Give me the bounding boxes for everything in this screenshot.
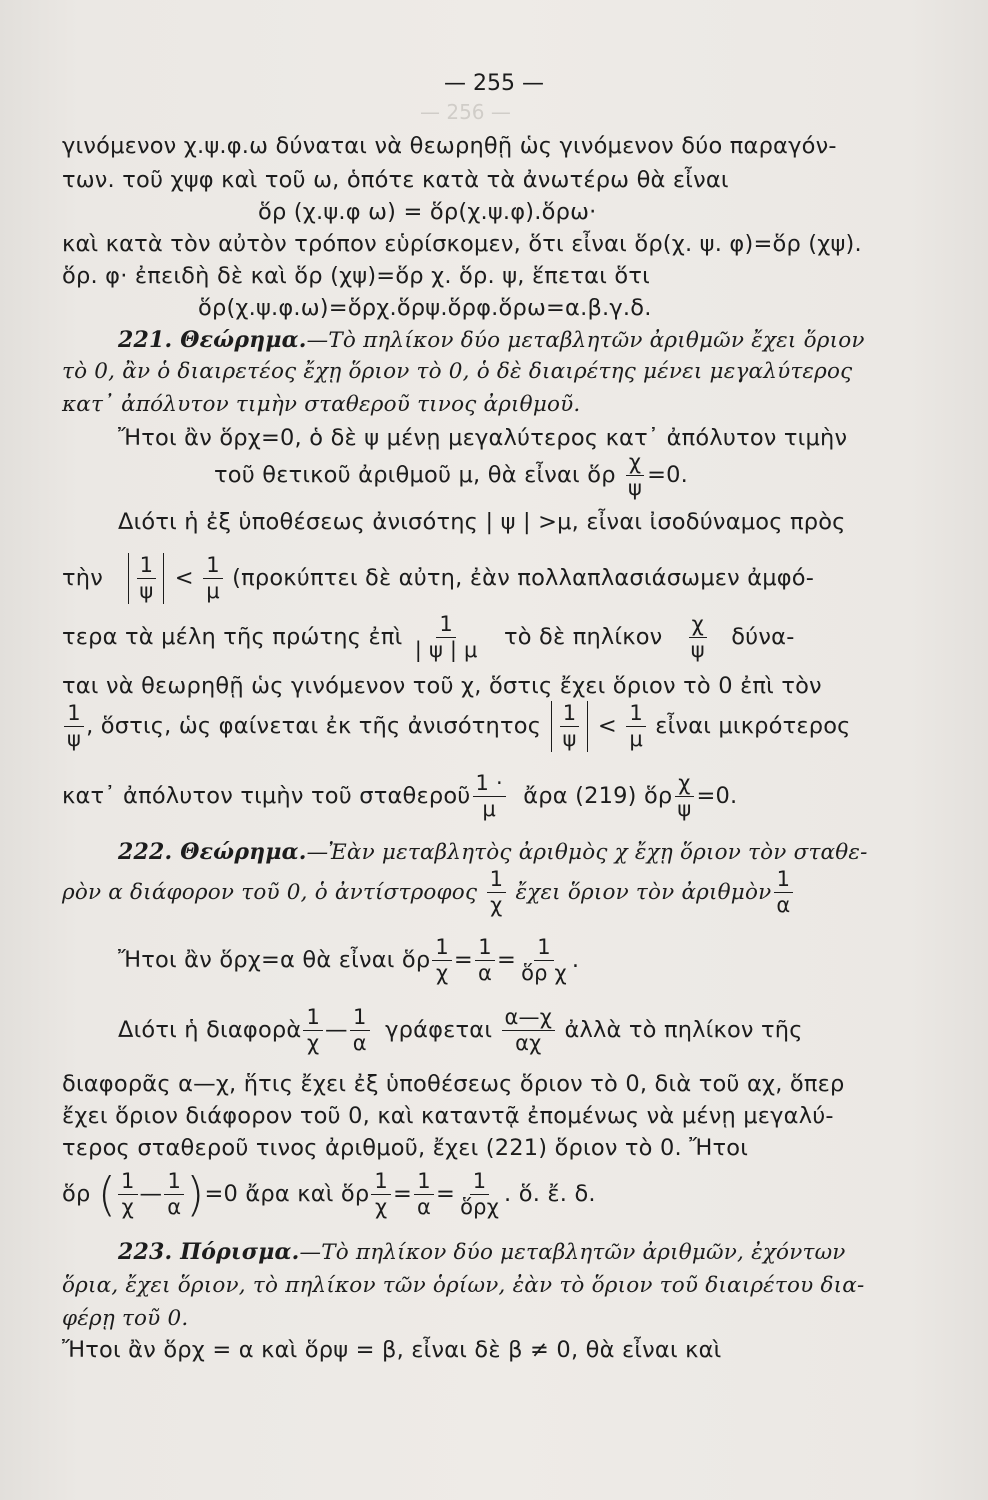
fraction-one-over-mu: $\frac{1 \cdot}{\mu}$ <box>473 773 506 820</box>
equation-line: τερα τὰ μέλη τῆς πρώτης ἐπὶ $\frac{1}{| \psi | \mu}$ τὸ δὲ πηλίκον $\frac{\chi}{\psi}$ δύνα- <box>62 612 795 662</box>
theorem-statement: —Τὸ πηλίκον δύο μεταβλητῶν ἀριθμῶν ἔχει ὅριον <box>306 328 865 353</box>
equation-line: τὴν 1 ψ < $\frac{1}{\mu}$ (προκύπτει δὲ αὐτη, ἐὰν πολλαπλασιάσωμεν ἀμφό- <box>62 553 815 603</box>
text-line: φέρῃ τοῦ 0. <box>62 1306 189 1331</box>
fraction-one-over-chi: $\frac{1}{\chi}$ <box>303 1007 323 1054</box>
fraction-one-over-mu: $\frac{1}{\mu}$ <box>626 703 646 750</box>
fraction-one-over-limit-chi: 1 ὅρχ <box>460 1169 500 1219</box>
equation-line: ὅρ(χ.ψ.φ.ω)=ὅρχ.ὅρψ.ὅρφ.ὅρω=α.β.γ.δ. <box>198 295 652 321</box>
text-line: Ἤτοι ἂν ὅρχ=0, ὁ δὲ ψ μένῃ μεγαλύτερος κατ᾽ ἀπόλυτον τιμὴν <box>118 425 848 451</box>
equation-line: κατ᾽ ἀπόλυτον τιμὴν τοῦ σταθεροῦ $\frac{1 \cdot}{\mu}$ ἄρα (219) ὅρ $\frac{\chi}{\psi}$ =0. <box>62 771 738 821</box>
text-line: ὅρ. φ· ἐπειδὴ δὲ καὶ ὅρ (χψ)=ὅρ χ. ὅρ. ψ, ἕπεται ὅτι <box>62 263 650 289</box>
equation-line: Διότι ἡ διαφορὰ $\frac{1}{\chi}$ — $\frac{1}{\alpha}$ γράφεται $\frac{\alpha—\chi}{\alpha\chi}$ ἀλλὰ τὸ πηλίκον τῆς <box>118 1005 803 1055</box>
fraction-one-over-chi: $\frac{1}{\chi}$ <box>118 1171 138 1218</box>
equation-line: τοῦ θετικοῦ ἀριθμοῦ μ, θὰ εἶναι ὅρ $\frac{\chi}{\psi}$ =0. <box>214 450 689 500</box>
fraction-chi-over-psi: $\frac{\chi}{\psi}$ <box>688 614 708 661</box>
equation-line: Ἤτοι ἂν ὅρχ=α θὰ εἶναι ὅρ $\frac{1}{\chi}$ = $\frac{1}{\alpha}$ = $\frac{1}{\text{ὅρ χ}}$ . <box>118 935 580 985</box>
fraction-one-over-mu: $\frac{1}{\mu}$ <box>203 555 223 602</box>
theorem-heading: 222. Θεώρημα. <box>118 839 307 865</box>
theorem-statement: —Ἐὰν μεταβλητὸς ἀριθμὸς χ ἔχῃ ὅριον τὸν σταθε- <box>306 840 868 865</box>
fraction-chi-over-psi: $\frac{\chi}{\psi}$ <box>625 452 645 499</box>
text-line: των. τοῦ χψφ καὶ τοῦ ω, ὁπότε κατὰ τὰ ἀνωτέρω θὰ εἶναι <box>62 167 729 193</box>
fraction-one-over-alpha: $\frac{1}{\alpha}$ <box>773 869 793 916</box>
corollary-statement: —Τὸ πηλίκον δύο μεταβλητῶν ἀριθμῶν, ἐχόντων <box>299 1240 846 1265</box>
fraction-one-over-alpha: $\frac{1}{\alpha}$ <box>350 1007 370 1054</box>
fraction-one-over-chi: $\frac{1}{\chi}$ <box>487 869 507 916</box>
fraction-one-over-limit-chi: $\frac{1}{\text{ὅρ χ}}$ <box>521 935 567 985</box>
text-line: διαφορᾶς α—χ, ἥτις ἔχει ἐξ ὑποθέσεως ὅριον τὸ 0, διὰ τοῦ αχ, ὅπερ <box>62 1071 845 1097</box>
fraction-one-over-alpha: $\frac{1}{\alpha}$ <box>164 1171 184 1218</box>
absolute-value: 1 ψ <box>128 553 164 604</box>
text-line: Ἤτοι ἂν ὅρχ = α καὶ ὅρψ = β, εἶναι δὲ β ≠ 0, θὰ εἶναι καὶ <box>62 1337 722 1363</box>
text-line: ἔχει ὅριον διάφορον τοῦ 0, καὶ καταντᾷ ἐπομένως νὰ μένῃ μεγαλύ- <box>62 1103 834 1129</box>
bleed-through-text: — 256 — <box>420 100 511 124</box>
fraction-one-over-chi: $\frac{1}{\chi}$ <box>432 937 452 984</box>
fraction-chi-over-psi: $\frac{\chi}{\psi}$ <box>674 773 694 820</box>
absolute-value: 1 ψ <box>551 701 587 752</box>
text-line: ται νὰ θεωρηθῇ ὡς γινόμενον τοῦ χ, ὅστις ἔχει ὅριον τὸ 0 ἐπὶ τὸν <box>62 673 822 699</box>
equation-line: ὅρ (χ.ψ.φ ω) = ὅρ(χ.ψ.φ).ὅρω· <box>258 199 597 225</box>
fraction-a-minus-x-over-ax: $\frac{\alpha—\chi}{\alpha\chi}$ <box>502 1007 556 1054</box>
fraction-one-over-abs-psi-mu: $\frac{1}{| \psi | \mu}$ <box>414 612 478 662</box>
text-line: ὅρια, ἔχει ὅριον, τὸ πηλίκον τῶν ὁρίων, ἐὰν τὸ ὅριον τοῦ διαιρέτου δια- <box>62 1273 865 1298</box>
equation-line: $\frac{1}{\psi}$ , ὅστις, ὡς φαίνεται ἐκ τῆς ἀνισότητος 1 ψ < $\frac{1}{\mu}$ εἶναι μικρότερος <box>62 700 942 752</box>
equation-line: ρὸν α διάφορον τοῦ 0, ὁ ἀντίστροφος $\frac{1}{\chi}$ ἔχει ὅριον τὸν ἀριθμὸν $\frac{1}{\alpha}$ <box>62 866 942 918</box>
fraction-one-over-alpha: $\frac{1}{\alpha}$ <box>475 937 495 984</box>
theorem-heading: 221. Θεώρημα. <box>118 327 307 353</box>
fraction-one-over-chi: $\frac{1}{\chi}$ <box>371 1171 391 1218</box>
text-line: Διότι ἡ ἐξ ὑποθέσεως ἀνισότης | ψ | >μ, εἶναι ἰσοδύναμος πρὸς <box>118 509 846 535</box>
fraction-one-over-alpha: $\frac{1}{\alpha}$ <box>414 1171 434 1218</box>
text-line: τὸ 0, ἂν ὁ διαιρετέος ἔχῃ ὅριον τὸ 0, ὁ δὲ διαιρέτης μένει μεγαλύτερος <box>62 359 853 384</box>
text-line: κατ᾽ ἀπόλυτον τιμὴν σταθεροῦ τινος ἀριθμοῦ. <box>62 392 581 417</box>
text-line: τερος σταθεροῦ τινος ἀριθμοῦ, ἔχει (221) ὅριον τὸ 0. Ἤτοι <box>62 1135 749 1161</box>
text-line: καὶ κατὰ τὸν αὐτὸν τρόπον εὑρίσκομεν, ὅτι εἶναι ὅρ(χ. ψ. φ)=ὅρ (χψ). <box>62 231 862 257</box>
text-line: γινόμενον χ.ψ.φ.ω δύναται νὰ θεωρηθῇ ὡς γινόμενον δύο παραγόν- <box>62 133 837 159</box>
page-number: — 255 — <box>444 71 544 96</box>
corollary-heading: 223. Πόρισμα. <box>118 1239 300 1265</box>
fraction-one-over-psi: $\frac{1}{\psi}$ <box>64 703 84 750</box>
equation-line: ὅρ ( $\frac{1}{\chi}$ — $\frac{1}{\alpha}$ )=0 ἄρα καὶ ὅρ $\frac{1}{\chi}$ = $\frac{1}{\alpha}$ = 1 ὅρχ . ὅ. ἔ. δ. <box>62 1167 596 1222</box>
